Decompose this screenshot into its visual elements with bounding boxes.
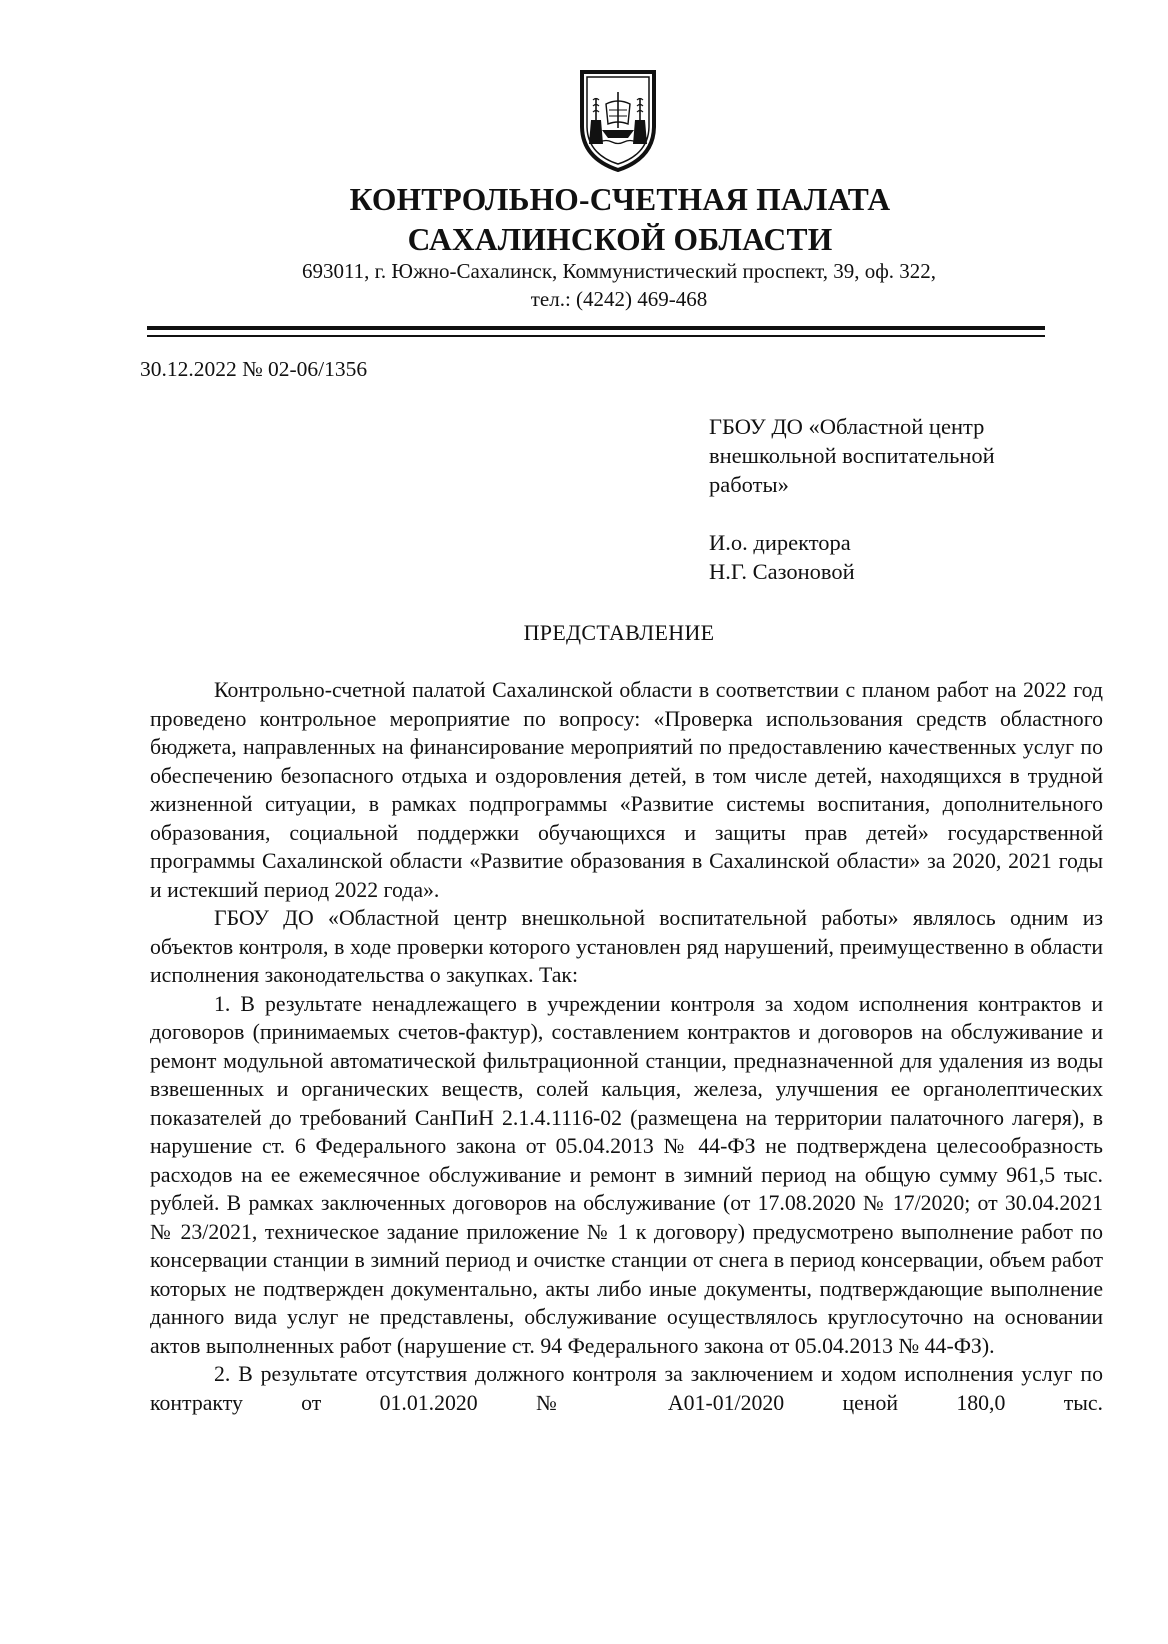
body-paragraph: ГБОУ ДО «Областной центр внешкольной воспитательной работы» являлось одним из объектов контроля, в ходе проверки которого установлен ряд нарушений, преимущественно в области исполнения законодательства о закупках. Так: [150, 906, 1103, 987]
header-divider-thin [147, 335, 1045, 337]
coat-of-arms-icon [576, 68, 660, 172]
org-address: 693011, г. Южно-Сахалинск, Коммунистический проспект, 39, оф. 322, [301, 259, 937, 283]
body-paragraph: 2. В результате отсутствия должного контроля за заключением и ходом исполнения услуг по контракту от 01.01.2020 № А01-01/2020 ценой 180,0 тыс. [150, 1362, 1103, 1415]
org-phone: тел.: (4242) 469-468 [530, 287, 708, 311]
recipient-block [709, 412, 1129, 586]
recipient-position: И.о. директора [709, 530, 851, 555]
body-paragraph: Контрольно-счетной палатой Сахалинской области в соответствии с планом работ на 2022 год проведено контрольное мероприятие по вопросу: «Проверка использования средств областного бюджета, направленных на финансирование мероприятий по предоставлению качественных услуг по обеспечению безопасного отдыха и оздоровления детей, в том числе детей, находящихся в трудной жизненной ситуации, в рамках подпрограммы «Развитие системы воспитания, дополнительного образования, социальной поддержки обучающихся и защиты прав детей» государственной программы Сахалинской области «Развитие образования в Сахалинской области» за 2020, 2021 годы и истекший период 2022 года». [150, 678, 1103, 902]
document-title: ПРЕДСТАВЛЕНИЕ [523, 620, 715, 645]
recipient-org-line1: ГБОУ ДО «Областной центр [709, 414, 985, 439]
org-name-line1: КОНТРОЛЬНО-СЧЕТНАЯ ПАЛАТА [349, 182, 891, 217]
recipient-org-line2: внешкольной воспитательной [709, 443, 995, 468]
outgoing-number: 30.12.2022 № 02-06/1356 [140, 357, 368, 381]
document-body [150, 676, 1103, 1417]
recipient-name: Н.Г. Сазоновой [709, 559, 855, 584]
org-name-line2: САХАЛИНСКОЙ ОБЛАСТИ [407, 222, 833, 257]
recipient-org-line3: работы» [709, 472, 789, 497]
body-paragraph: 1. В результате ненадлежащего в учреждении контроля за ходом исполнения контрактов и договоров (принимаемых счетов-фактур), составлением контрактов и договоров на обслуживание и ремонт модульной автоматической фильтрационной станции, предназначенной для удаления из воды взвешенных и органических веществ, солей кальция, железа, улучшения ее органолептических показателей до требований СанПиН 2.1.4.1116-02 (размещена на территории палаточного лагеря), в нарушение ст. 6 Федерального закона от 05.04.2013 № 44-ФЗ не подтверждена целесообразность расходов на ее ежемесячное обслуживание и ремонт в зимний период на общую сумму 961,5 тыс. рублей. В рамках заключенных договоров на обслуживание (от 17.08.2020 № 17/2020; от 30.04.2021 № 23/2021, техническое задание приложение № 1 к договору) предусмотрено выполнение работ по консервации станции в зимний период и очистке станции от снега в период консервации, объем работ которых не подтвержден документально, акты либо иные документы, подтверждающие выполнение данного вида услуг не представлены, обслуживание осуществлялось круглосуточно на основании актов выполненных работ (нарушение ст. 94 Федерального закона от 05.04.2013 № 44-ФЗ). [150, 991, 1103, 1358]
header-divider-thick [147, 326, 1045, 330]
